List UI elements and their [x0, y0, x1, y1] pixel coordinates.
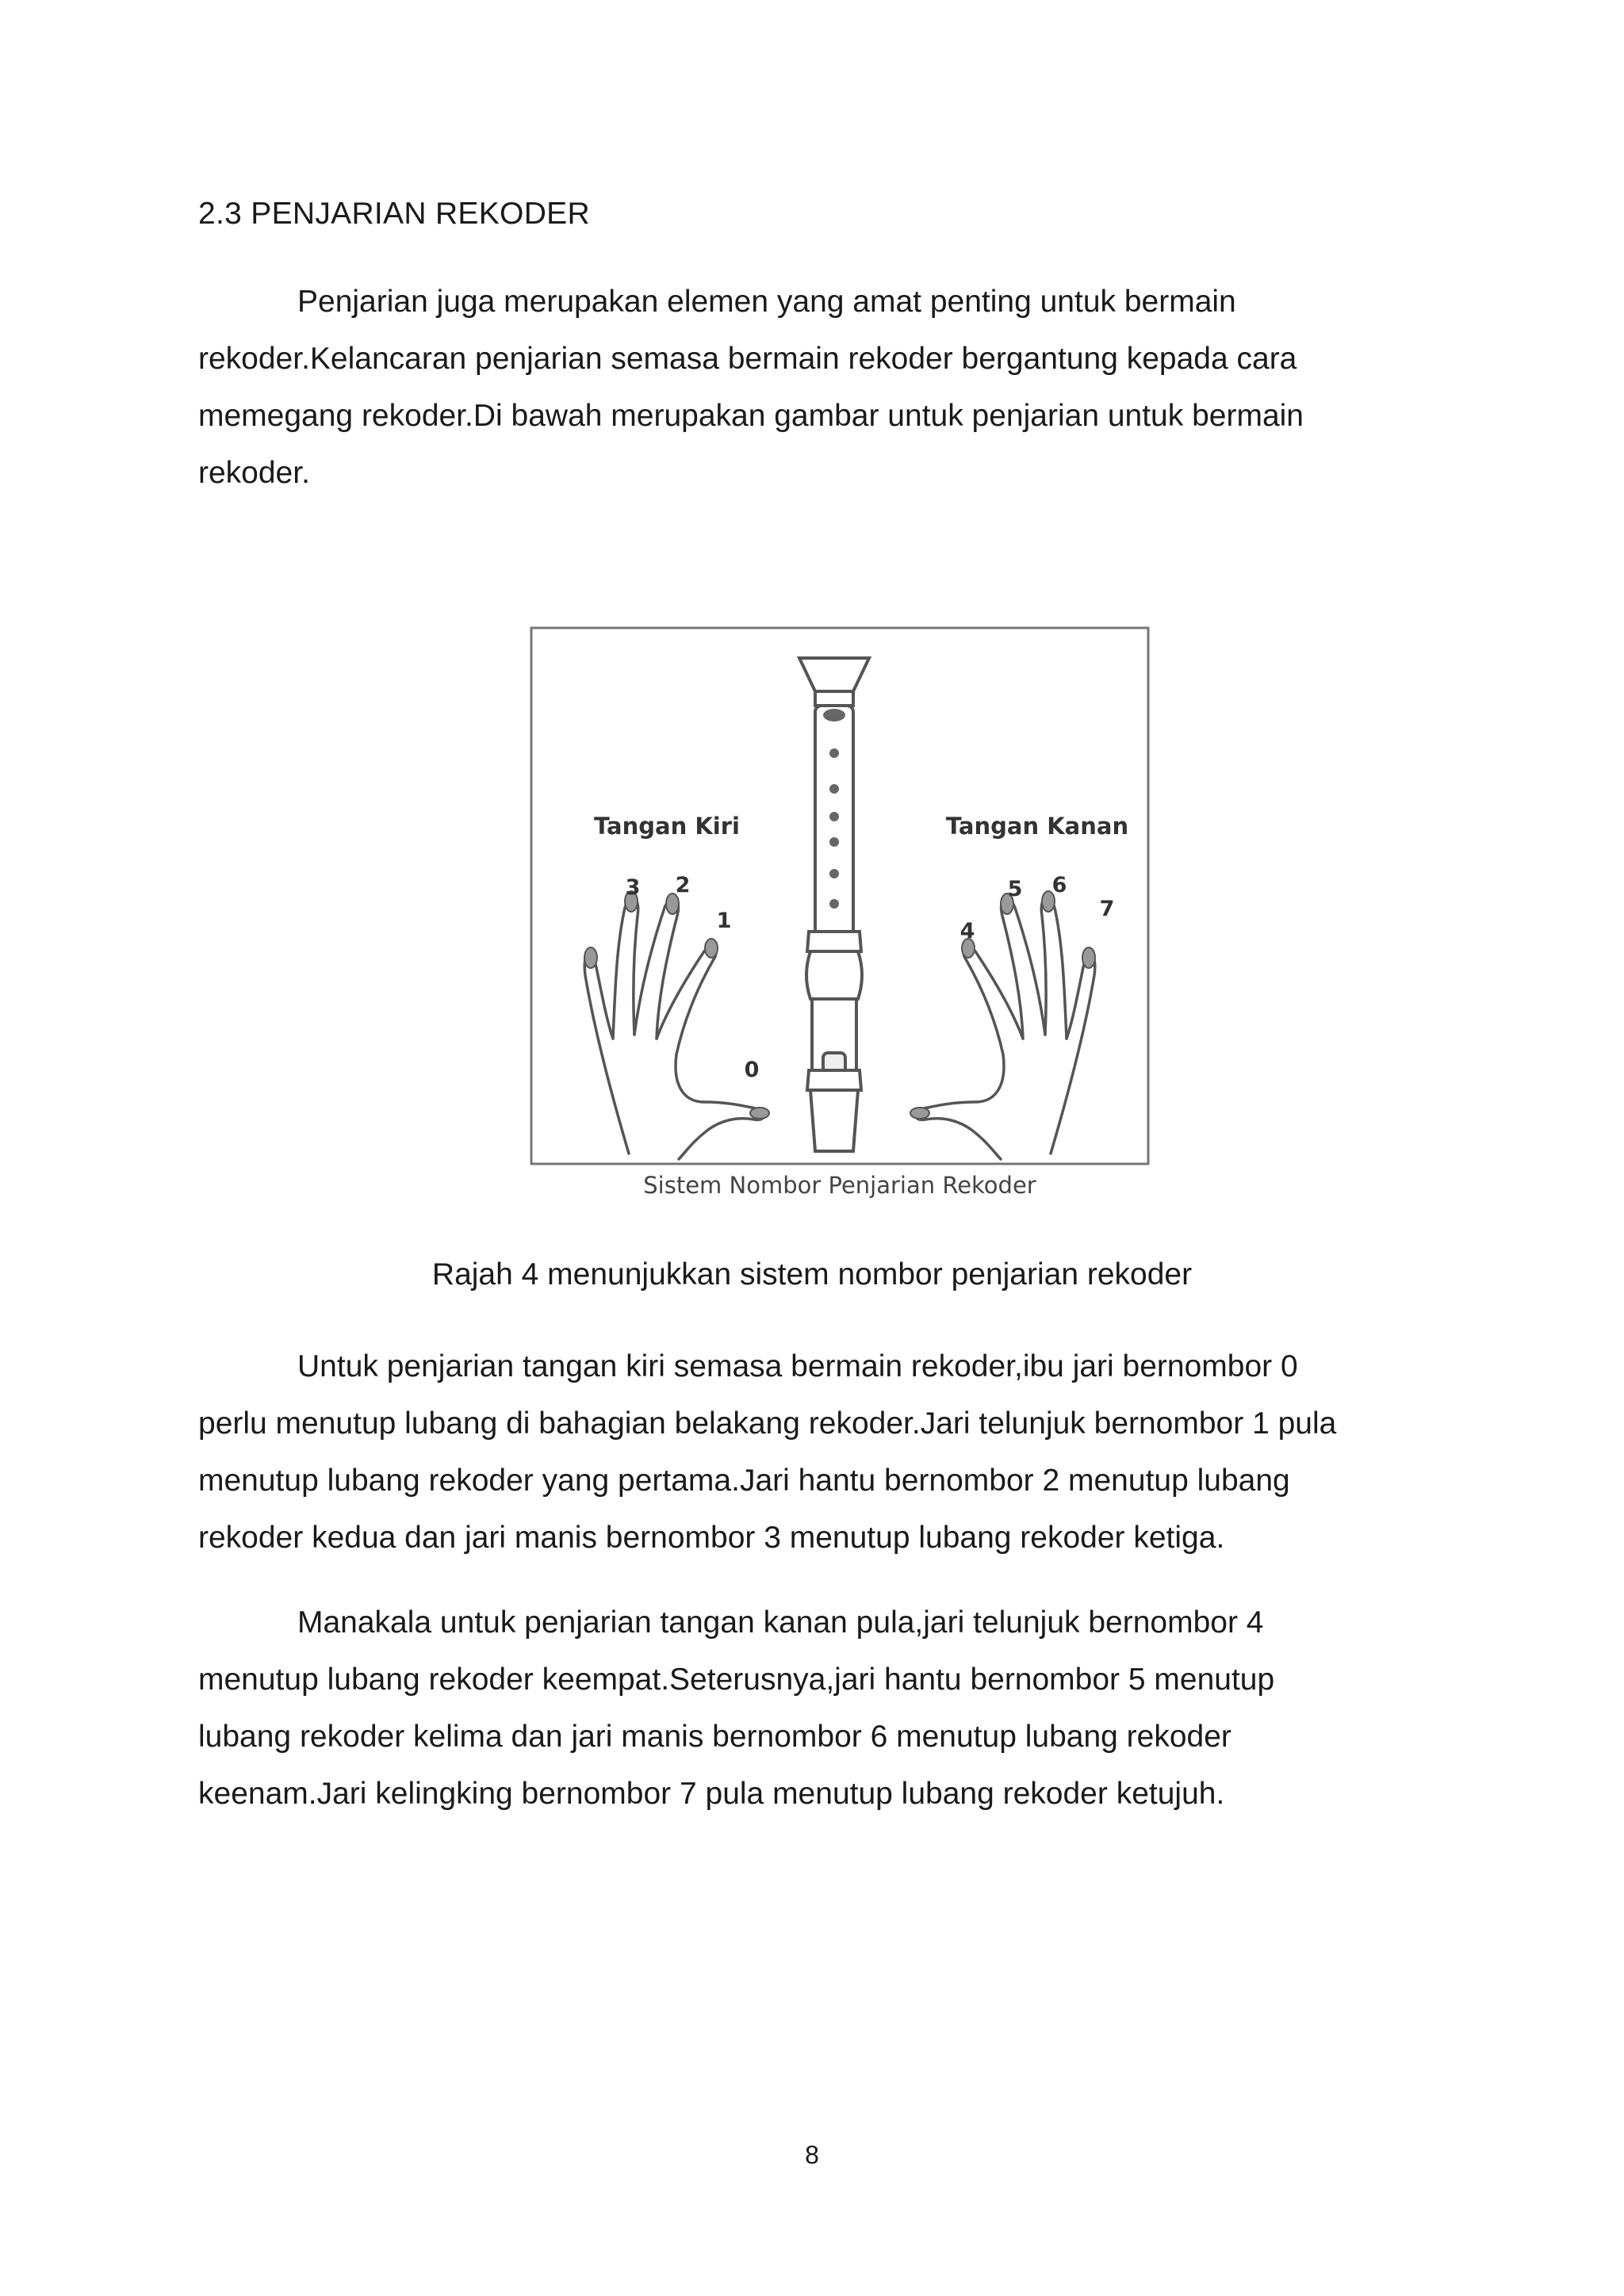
finger-number: 0: [744, 1058, 760, 1082]
finger-number: 3: [625, 875, 641, 900]
page-number: 8: [805, 2141, 819, 2169]
finger-number: 7: [1099, 897, 1115, 921]
paragraph-line: rekoder kedua dan jari manis bernombor 3 menutup lubang rekoder ketiga.: [198, 1521, 1225, 1555]
paragraph-line: rekoder.: [198, 456, 310, 490]
finger-number: 2: [675, 873, 691, 897]
finger-number: 4: [959, 919, 975, 943]
left-hand-label: Tangan Kiri: [594, 813, 740, 840]
right-hand-paragraph: [198, 1594, 1419, 1823]
paragraph-line: lubang rekoder kelima dan jari manis bernombor 6 menutup lubang rekoder: [198, 1720, 1231, 1754]
paragraph-line: rekoder.Kelancaran penjarian semasa bermain rekoder bergantung kepada cara: [198, 342, 1297, 376]
paragraph-line: menutup lubang rekoder keempat.Seterusnya,jari hantu bernombor 5 menutup: [198, 1663, 1275, 1697]
right-hand-label: Tangan Kanan: [945, 813, 1129, 840]
paragraph-line: Untuk penjarian tangan kiri semasa bermain rekoder,ibu jari bernombor 0: [297, 1349, 1298, 1383]
section-heading: 2.3 PENJARIAN REKODER: [198, 197, 590, 231]
paragraph-line: keenam.Jari kelingking bernombor 7 pula menutup lubang rekoder ketujuh.: [198, 1777, 1225, 1811]
paragraph-line: menutup lubang rekoder yang pertama.Jari hantu bernombor 2 menutup lubang: [198, 1464, 1290, 1498]
recorder-fingering-figure: [530, 626, 1150, 1165]
paragraph-line: perlu menutup lubang di bahagian belakang rekoder.Jari telunjuk bernombor 1 pula: [198, 1406, 1337, 1441]
finger-number: 5: [1007, 877, 1023, 901]
paragraph-line: Penjarian juga merupakan elemen yang amat penting untuk bermain: [297, 285, 1236, 319]
paragraph-line: memegang rekoder.Di bawah merupakan gambar untuk penjarian untuk bermain: [198, 399, 1304, 433]
figure-inner-caption: Sistem Nombor Penjarian Rekoder: [643, 1172, 1036, 1199]
paragraph-line: Manakala untuk penjarian tangan kanan pula,jari telunjuk bernombor 4: [297, 1605, 1264, 1640]
left-hand-paragraph: [198, 1338, 1419, 1567]
finger-number: 1: [716, 909, 732, 933]
figure-caption: Rajah 4 menunjukkan sistem nombor penjarian rekoder: [431, 1257, 1193, 1292]
intro-paragraph: [198, 274, 1419, 502]
finger-number: 6: [1051, 873, 1067, 897]
